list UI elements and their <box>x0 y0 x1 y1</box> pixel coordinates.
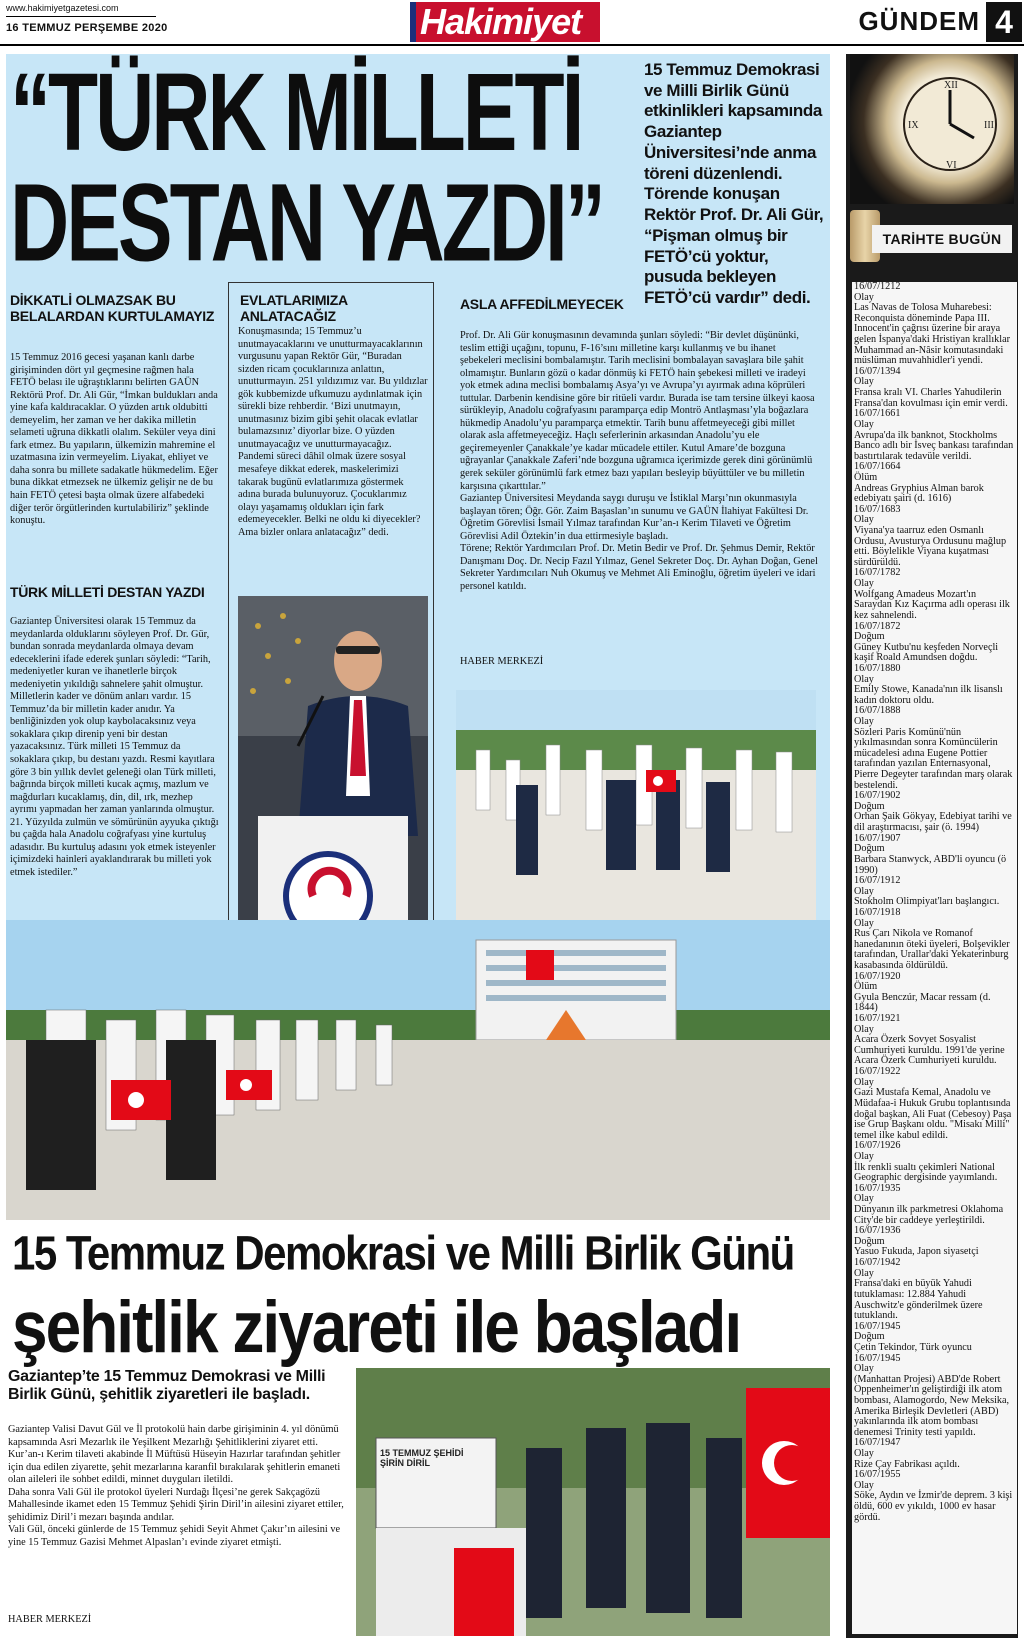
history-event <box>854 1184 1015 1226</box>
bottom-headline-line2: şehitlik ziyareti ile başladı <box>12 1285 741 1368</box>
event-text: Fransa kralı VI. Charles Yahudilerin Fransa'dan kovulması için emir verdi. <box>854 387 1008 409</box>
event-date: 16/07/1918 <box>854 906 901 918</box>
event-date: 16/07/1945 <box>854 1320 901 1332</box>
event-type: Olay <box>854 376 874 388</box>
event-type: Ölüm <box>854 981 878 993</box>
history-event <box>854 908 1015 972</box>
history-event <box>854 622 1015 664</box>
svg-text:XII: XII <box>944 80 958 91</box>
event-text: Andreas Gryphius Alman barok edebiyatı şairi (d. 1616) <box>854 482 984 505</box>
history-event <box>854 1322 1015 1354</box>
bottom-byline: HABER MERKEZİ <box>8 1614 92 1625</box>
event-text: Fransa'daki en büyük Yahudi tutuklaması: 12.884 Yahudi Auschwitz'e gönderilmek üzere tutuklandı. <box>854 1278 983 1322</box>
grave-sign-text: 15 TEMMUZ ŞEHİDİ ŞİRİN DİRİL <box>380 1448 464 1468</box>
col1-title: DİKKATLİ OLMAZSAK BU BELALARDAN KURTULAMAYIZ <box>10 292 215 325</box>
event-text: Barbara Stanwyck, ABD'li oyuncu (ö 1990) <box>854 853 1007 876</box>
event-text: Wolfgang Amadeus Mozart'ın Saraydan Kız Kaçırma adlı operası ilk kez sahnelendi. <box>854 588 1010 621</box>
event-type: Doğum <box>854 843 885 855</box>
event-type: Olay <box>854 1023 874 1035</box>
event-date: 16/07/1955 <box>854 1469 901 1481</box>
event-date: 16/07/1922 <box>854 1066 901 1078</box>
event-type: Olay <box>854 1363 874 1375</box>
issue-date: 16 TEMMUZ PERŞEMBE 2020 <box>6 22 168 34</box>
event-type: Olay <box>854 578 874 590</box>
col3-title: ASLA AFFEDİLMEYECEK <box>460 296 624 312</box>
history-event <box>854 1438 1015 1470</box>
history-event <box>854 1258 1015 1322</box>
event-date: 16/07/1880 <box>854 662 901 674</box>
col1b-text: Gaziantep Üniversitesi olarak 15 Temmuz da meydanlarda olduklarını söyleyen Prof. Dr. Gür, bundan sonrada meydanlarda olmaya devam edeceklerini ifade ederek şunları söyledi: “Tarih, medeniyetler kuran ve ihanetlerle birçok medeniyetin yıkıldığı sahnelere şahit olmuştur. Milletlerin kader ve dönüm anları vardır. 15 Temmuz’da bir milletin kader anıdır. Ya benliğinizden yok olup kaybolacaksınız veya sokaklara çıkıp direnip yeni bir destan yazacaksınız. Türk milleti 15 Temmuz da sokaklara çıkıp, bu destanı yazdı. Resmi kayıtlara göre 3 bin yıllık devlet geleneği olan Türk milleti, bağrında birçok milleti kucak açmış, mazlum ve mağdurları kucaklamış, din, dil, ırk, mezhep ayrımı yapmadan her zaman yanlarında olmuştur. 21. Yüzyılda zulmün ve sömürünün ayyuka çıktığı bu çağda hala Anadolu coğrafyası yine kurtuluş adasıdır. Bu kurtuluş adasını yok etmek isteyenler içimizdeki hainleri ayaklandırarak bu milleti yok etmek istediler.” <box>10 616 219 878</box>
event-type: Olay <box>854 885 874 897</box>
history-event <box>854 834 1015 876</box>
event-type: Olay <box>854 1150 874 1162</box>
event-text: Güney Kutbu'nu keşfeden Norveçli kaşif Roald Amundsen doğdu. <box>854 641 999 664</box>
event-date: 16/07/1947 <box>854 1437 901 1449</box>
event-date: 16/07/1945 <box>854 1352 901 1364</box>
newspaper-logo: Hakimiyet <box>410 2 600 42</box>
event-text: Söke, Aydın ve İzmir'de deprem. 3 kişi öldü, 600 ev yıkıldı, 1000 ev hasar gördü. <box>854 1490 1013 1523</box>
event-type: Olay <box>854 917 874 929</box>
event-date: 16/07/1921 <box>854 1013 901 1025</box>
event-type: Doğum <box>854 1331 885 1343</box>
history-event <box>854 1470 1015 1523</box>
bottom-lead: Gaziantep’te 15 Temmuz Demokrasi ve Milli Birlik Günü, şehitlik ziyaretleri ile başladı. <box>8 1368 326 1404</box>
event-text: Rize Çay Fabrikası açıldı. <box>854 1458 960 1470</box>
history-event <box>854 1014 1015 1067</box>
history-event <box>854 664 1015 706</box>
event-type: Olay <box>854 673 874 685</box>
website-url: www.hakimiyetgazetesi.com <box>6 3 119 13</box>
bottom-headline-line1: 15 Temmuz Demokrasi ve Milli Birlik Günü <box>12 1226 794 1281</box>
event-type: Olay <box>854 1193 874 1205</box>
event-type: Olay <box>854 1267 874 1279</box>
history-event <box>854 1226 1015 1258</box>
history-event <box>854 791 1015 833</box>
ceremony-photo-wide <box>6 920 830 1220</box>
history-event <box>854 505 1015 569</box>
page-number: 4 <box>986 2 1022 42</box>
event-text: Rus Çarı Nikola ve Romanof hanedanının öteki üyeleri, Bolşevikler tarafından, Urallar'daki Yekaterinburg kasabasında öldürüldü. <box>854 928 1010 971</box>
clock-illustration <box>850 54 1014 204</box>
event-date: 16/07/1936 <box>854 1225 901 1237</box>
event-date: 16/07/1907 <box>854 832 901 844</box>
event-text: Gyula Benczúr, Macar ressam (d. 1844) <box>854 991 991 1014</box>
history-events-list <box>852 282 1017 1634</box>
main-intro: 15 Temmuz Demokrasi ve Milli Birlik Günü etkinlikleri kapsamında Gaziantep Üniversitesi’nde anma töreni düzenlendi. Törende konuşan Rektör Prof. Dr. Ali Gür, “Pişman olmuş bir FETÖ’cü yoktur, pusuda bekleyen FETÖ’cü vardır” dedi. <box>644 60 824 308</box>
event-text: İlk renkli sualtı çekimleri National Geographic dergisinde yayımlandı. <box>854 1161 998 1184</box>
event-date: 16/07/1920 <box>854 970 901 982</box>
event-text: Orhan Şaik Gökyay, Edebiyat tarihi ve dil araştırmacısı, şair (ö. 1994) <box>854 811 1012 834</box>
event-date: 16/07/1683 <box>854 503 901 515</box>
event-type: Olay <box>854 291 874 303</box>
event-text: Las Navas de Tolosa Muharebesi: Reconquista döneminde Papa III. Innocent'in çağrısı üzerine bir araya gelen İspanya'daki Hristiyan krallıklar Muhammad an-Nâsir komutasındaki müslüman muvahhidler'i yendi. <box>854 302 1011 367</box>
history-event <box>854 706 1015 791</box>
history-event <box>854 876 1015 908</box>
col1-text: 15 Temmuz 2016 gecesi yaşanan kanlı darbe girişiminden dört yıl geçmesine rağmen hala FETÖ belası ile uğraştıklarını belirten GAÜN Rektörü Prof. Dr. Ali Gür, “İmkan buldukları anda yine kafa kaldıracaklar. O yüzden artık oldubitti demeyelim, her zaman ve her dakika milletin selameti uğruna dikkatli olalım. Seküler veya dini fark etmez. Bu yapıların, ülkemizin mahremine el uzatmasına izin vermeyelim. Liyakat, ehliyet ve daha sonra bu millete sadakatle hükmedelim. Eğer buna dikkat etmezsek ne ülkemiz gelişir ne de bu hain FETÖ çetesi başta olmak üzere alfabedeki diğer terör örgütlerinden kurtulabiliriz” şeklinde konuştu. <box>10 352 218 527</box>
history-event <box>854 462 1015 504</box>
event-text: Emily Stowe, Kanada'nın ilk lisanslı kadın doktoru oldu. <box>854 684 1003 706</box>
event-text: Yasuo Fukuda, Japon siyasetçi <box>854 1246 979 1258</box>
col2-text: Konuşmasında; 15 Temmuz’u unutmayacaklarını ve unutturmayacaklarının vurgusunu yapan Rektör Gür, “Buradan sizden ricam çocuklarınıza anlattın, unutturmayın. 251 yıldızımız var. Bu yıldızlar gök kubbemizde ufkumuzu aydınlatmak için sürekli bize rehberdir. ‘Bizi unutmayın, unutmasınız bizim gibi şehit olacak evlatlar bulamazsınız’ diyorlar bize. O yüzden unutmayacağız ve unutturmayacağız. Pandemi süreci dâhil olmak üzere sosyal mesafeye dikkat ederek, maskelerimizi takarak bugünü evlatlarımıza göstermek adına burada bulunuyoruz. Çocuklarımız olayı yaşamamış oldukları için fark edemeyecekler. Belki ne oldu ki diyecekler? Ama bizler onlara anlatacağız” dedi. <box>238 326 428 538</box>
svg-text:IX: IX <box>908 120 919 131</box>
history-event <box>854 568 1015 621</box>
col2-title: EVLATLARIMIZA ANLATACAĞIZ <box>240 292 348 325</box>
event-date: 16/07/1902 <box>854 790 901 802</box>
section-title: GÜNDEM <box>858 6 980 36</box>
header-rule <box>6 16 156 17</box>
cemetery-visit-photo <box>356 1368 830 1636</box>
main-headline: “TÜRK MİLLETİ DESTAN YAZDI” <box>10 51 603 285</box>
event-date: 16/07/1664 <box>854 461 901 473</box>
event-date: 16/07/1912 <box>854 875 901 887</box>
col3-byline: HABER MERKEZİ <box>460 656 544 667</box>
svg-text:VI: VI <box>946 160 957 171</box>
event-date: 16/07/1926 <box>854 1140 901 1152</box>
event-date: 16/07/1782 <box>854 567 901 579</box>
col1b-title: TÜRK MİLLETİ DESTAN YAZDI <box>10 584 205 600</box>
history-event <box>854 282 1015 367</box>
event-type: Olay <box>854 1479 874 1491</box>
event-type: Olay <box>854 418 874 430</box>
history-event <box>854 1354 1015 1439</box>
event-date: 16/07/1394 <box>854 365 901 377</box>
rector-speech-photo <box>238 596 428 974</box>
event-type: Doğum <box>854 631 885 643</box>
event-text: Çetin Tekindor, Türk oyuncu <box>854 1341 972 1353</box>
event-text: Acara Özerk Sovyet Sosyalist Cumhuriyeti kuruldu. 1991'de yerine Acara Özerk Cumhuriyeti kuruldu. <box>854 1034 1005 1067</box>
event-date: 16/07/1872 <box>854 620 901 632</box>
history-event <box>854 1141 1015 1183</box>
event-type: Olay <box>854 1448 874 1460</box>
sidebar-title: TARİHTE BUGÜN <box>872 225 1012 253</box>
history-event <box>854 972 1015 1014</box>
bottom-text: Gaziantep Valisi Davut Gül ve İl protokolü hain darbe girişiminin 4. yıl dönümü kapsamında Asri Mezarlık ile Yeşilkent Mezarlığı Şehitliklerini ziyaret etti. Kur’an-ı Kerim tilaveti akabinde İl Müftüsü Hüseyin Hazırlar tarafından şehitler için dua edilen ziyarette, şehit mezarlarına karanfil bırakılarak şehitlerin emaneti olan aileleri ile sohbet edildi, minnet duyguları iletildi. Daha sonra Vali Gül ile protokol üyeleri Nurdağı İlçesi’ne gerek Sakçagözü Mahallesinde ikamet eden 15 Temmuz Şehidi Şirin Diril’in ailesini ziyaret ettiler, şehidimiz Diril’i mezarı başında andılar. Vali Gül, önceki günlerde de 15 Temmuz şehidi Seyit Ahmet Çakır’ın ailesini ve yine 15 Temmuz Gazisi Mehmet Alpaslan’ı evinde ziyaret etmişti. <box>8 1424 344 1548</box>
event-date: 16/07/1888 <box>854 705 901 717</box>
event-text: Dünyanın ilk parkmetresi Oklahoma City'de bir caddeye yerleştirildi. <box>854 1204 1004 1226</box>
history-event <box>854 1067 1015 1141</box>
history-event <box>854 367 1015 409</box>
event-type: Doğum <box>854 1235 885 1247</box>
event-text: Viyana'ya taarruz eden Osmanlı Ordusu, Avusturya Ordusunu mağlup etti. Böylelikle Viyana kuşatması sürdürüldü. <box>854 525 1007 568</box>
event-text: Stokholm Olimpiyat'ları başlangıcı. <box>854 896 1000 908</box>
event-type: Olay <box>854 514 874 526</box>
event-type: Olay <box>854 1076 874 1088</box>
event-type: Doğum <box>854 800 885 812</box>
history-event <box>854 409 1015 462</box>
event-date: 16/07/1942 <box>854 1257 901 1269</box>
event-text: Avrupa'da ilk banknot, Stockholms Banco adlı bir İsveç bankası tarafından bastırtılarak tedavüle verildi. <box>854 429 1014 462</box>
event-text: Gazi Mustafa Kemal, Anadolu ve Müdafaa-i Hukuk Grubu toplantısında doğal başkan, Ali Fuat (Cebesoy) Paşa ise Grup Başkanı oldu. "Misakı Milli" temel ilke kabul edildi. <box>854 1087 1012 1141</box>
event-text: Sözleri Paris Komünü'nün yıkılmasından sonra Komüncülerin mücadelesi adına Eugene Pottier tarafından yazılan Enternasyonal, Pierre Degeyter tarafından marş olarak bestelendi. <box>854 726 1013 791</box>
col3-text: Prof. Dr. Ali Gür konuşmasının devamında şunları söyledi: “Bir devlet düşününki, teslim ettiği uçağını, topunu, F-16’sını milletine karşı kullanmış ve bu ihanet şebekeleri meclisini bombalamıştır. Tarih meclisini bombalayan savaşlara bile şahit olmamıştır. Bunların gözü o kadar dönmüş ki FETÖ hain şebekesi milleti ve iradeyi yok etmek adına meclisi bombalamış Asya’yı ve Avrupa’yı ayırmak adına köprüleri tuttular. Darbenin kendisine göre bir ritüeli vardır. Burada ise tam tersine ülkeyi kaosa sürükleyip, Anadolu coğrafyasını paramparça edip Montrö Antlaşması’yla boğazlara hükmedip Anadolu’yu paramparça etmektir. Tarih bunu affetmeyeceği gibi millet olarak asla affetmeyeceğiz. Haçlı seferlerinin arkasından Anadolu’yu ele geçiremeyenler Çanakkale’ye kadar mücadele ettiler. Kutul Amare’de bozguna uğrayanlar Çanakkale Zaferi’nde bozguna uğramıca içerimizde gerek dini görünümlü gerek seküler görünümlü fark etmez bazı yapıları besleyip büyüttüler ve bu milletin karşısına çıkarttılar.” Gaziantep Üniversitesi Meydanda saygı duruşu ve İstiklal Marşı’nın okunmasıyla başlayan tören; Öğr. Gör. Zaim Başaslan’ın sunumu ve GAÜN İlahiyat Fakültesi Dr. Öğretim Görevlisi İsmail Yılmaz tarafından Kur’an-ı Kerim Tilaveti ve Öğretim Görevlisi Adil Öztekin’in dua ettirmesiyle başladı. Törene; Rektör Yardımcıları Prof. Dr. Metin Bedir ve Prof. Dr. Şehmus Demir, Rektör Danışmanı Doç. Dr. Necip Fazıl Yılmaz, Genel Sekreter Doç. Dr. Ayhan Doğan, Genel Sekreter Yardımcıları Nuh Okumuş ve Mehmet Ali Eminoğlu, öğretim üyeleri ve idari personel katıldı. <box>460 330 818 592</box>
header-divider <box>0 44 1024 46</box>
event-type: Ölüm <box>854 471 878 483</box>
ceremony-photo-top <box>456 690 816 920</box>
event-date: 16/07/1935 <box>854 1182 901 1194</box>
event-date: 16/07/1661 <box>854 408 901 420</box>
event-type: Olay <box>854 715 874 727</box>
event-text: (Manhattan Projesi) ABD'de Robert Oppenheimer'ın geliştirdiği ilk atom bombası, Alamogordo, New Meksika, Amerika Birleşik Devletleri (ABD) yakınlarında ilk atom bombası denemesi Trinity testi yapıldı. <box>854 1373 1010 1438</box>
event-date: 16/07/1212 <box>854 282 901 292</box>
svg-text:III: III <box>984 120 994 131</box>
